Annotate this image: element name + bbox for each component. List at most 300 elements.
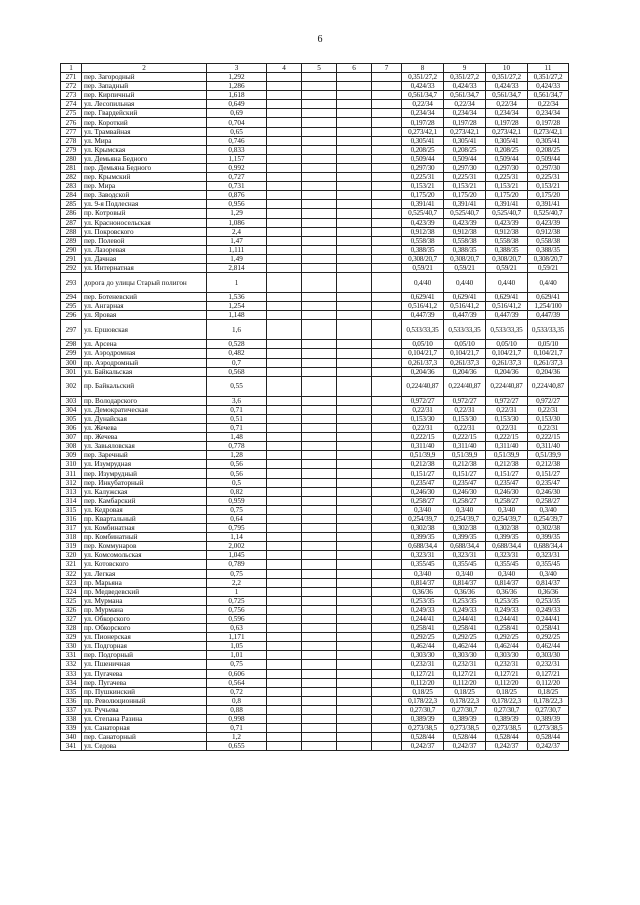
empty-cell	[337, 227, 372, 236]
value-cell: 0,355/45	[402, 560, 444, 569]
street-name: ул. Интернатная	[82, 263, 207, 272]
empty-cell	[372, 163, 402, 172]
street-name: пр. Котровый	[82, 209, 207, 218]
row-number: 315	[61, 505, 82, 514]
row-number: 273	[61, 91, 82, 100]
empty-cell	[337, 605, 372, 614]
empty-cell	[337, 245, 372, 254]
value-cell: 0,688/34,4	[486, 542, 528, 551]
empty-cell	[302, 460, 337, 469]
empty-cell	[302, 182, 337, 191]
row-number: 287	[61, 218, 82, 227]
row-number: 305	[61, 414, 82, 423]
table-row	[61, 596, 569, 605]
row-number: 328	[61, 624, 82, 633]
value-cell: 0,258/27	[444, 496, 486, 505]
length-cell: 0,704	[207, 118, 267, 127]
street-name: пер. Изумрудный	[82, 469, 207, 478]
street-name: ул. Санаторная	[82, 724, 207, 733]
row-number: 277	[61, 127, 82, 136]
value-cell: 0,153/30	[528, 414, 569, 423]
table-header-row	[61, 64, 569, 73]
table-row	[61, 451, 569, 460]
value-cell: 0,36/36	[486, 587, 528, 596]
row-number: 292	[61, 263, 82, 272]
empty-cell	[302, 705, 337, 714]
row-number: 279	[61, 145, 82, 154]
empty-cell	[302, 145, 337, 154]
value-cell: 0,423/39	[444, 218, 486, 227]
empty-cell	[302, 433, 337, 442]
empty-cell	[337, 651, 372, 660]
length-cell: 1,086	[207, 218, 267, 227]
street-name: пер. Полевой	[82, 236, 207, 245]
empty-cell	[302, 273, 337, 293]
table-row	[61, 469, 569, 478]
street-name: ул. Жечева	[82, 424, 207, 433]
value-cell: 0,224/40,87	[444, 376, 486, 396]
value-cell: 0,22/31	[486, 405, 528, 414]
empty-cell	[372, 227, 402, 236]
length-cell: 0,756	[207, 605, 267, 614]
empty-cell	[302, 109, 337, 118]
length-cell: 0,7	[207, 358, 267, 367]
empty-cell	[267, 633, 302, 642]
street-name: ул. Подгорная	[82, 642, 207, 651]
table-row	[61, 405, 569, 414]
value-cell: 0,234/34	[486, 109, 528, 118]
empty-cell	[302, 302, 337, 311]
length-cell: 1,045	[207, 551, 267, 560]
empty-cell	[267, 542, 302, 551]
value-cell: 0,112/20	[402, 678, 444, 687]
value-cell: 0,399/35	[528, 533, 569, 542]
length-cell: 1,148	[207, 311, 267, 320]
street-name: пер. Ботеневский	[82, 293, 207, 302]
value-cell: 0,05/10	[486, 340, 528, 349]
value-cell: 0,629/41	[486, 293, 528, 302]
table-row	[61, 340, 569, 349]
empty-cell	[337, 478, 372, 487]
value-cell: 0,254/39,7	[444, 514, 486, 523]
value-cell: 0,302/38	[486, 524, 528, 533]
empty-cell	[302, 487, 337, 496]
table-row	[61, 687, 569, 696]
empty-cell	[372, 263, 402, 272]
value-cell: 0,561/34,7	[486, 91, 528, 100]
length-cell: 0,655	[207, 742, 267, 751]
value-cell: 0,246/30	[444, 487, 486, 496]
value-cell: 0,208/25	[486, 145, 528, 154]
empty-cell	[302, 396, 337, 405]
empty-cell	[267, 118, 302, 127]
empty-cell	[372, 614, 402, 623]
value-cell: 0,235/47	[402, 478, 444, 487]
value-cell: 0,258/41	[486, 624, 528, 633]
row-number: 284	[61, 191, 82, 200]
value-cell: 0,391/41	[444, 200, 486, 209]
value-cell: 0,273/38,5	[444, 724, 486, 733]
empty-cell	[337, 460, 372, 469]
length-cell: 0,959	[207, 496, 267, 505]
empty-cell	[267, 263, 302, 272]
empty-cell	[302, 524, 337, 533]
empty-cell	[372, 451, 402, 460]
empty-cell	[372, 118, 402, 127]
row-number: 319	[61, 542, 82, 551]
length-cell: 0,746	[207, 136, 267, 145]
empty-cell	[267, 136, 302, 145]
empty-cell	[302, 376, 337, 396]
value-cell: 0,254/39,7	[486, 514, 528, 523]
empty-cell	[302, 293, 337, 302]
value-cell: 0,629/41	[402, 293, 444, 302]
empty-cell	[302, 311, 337, 320]
empty-cell	[372, 705, 402, 714]
value-cell: 0,153/21	[402, 182, 444, 191]
length-cell: 2,002	[207, 542, 267, 551]
street-name: ул. Ангарная	[82, 302, 207, 311]
value-cell: 0,423/39	[402, 218, 444, 227]
table-row	[61, 705, 569, 714]
table-row	[61, 678, 569, 687]
empty-cell	[337, 273, 372, 293]
value-cell: 0,59/21	[402, 263, 444, 272]
length-cell: 1,47	[207, 236, 267, 245]
empty-cell	[302, 587, 337, 596]
empty-cell	[302, 349, 337, 358]
value-cell: 0,18/25	[402, 687, 444, 696]
empty-cell	[337, 624, 372, 633]
value-cell: 0,311/40	[402, 442, 444, 451]
length-cell: 1,254	[207, 302, 267, 311]
street-name: пр. Комбинатный	[82, 533, 207, 542]
empty-cell	[372, 91, 402, 100]
street-name: пер. Демьяна Бедного	[82, 163, 207, 172]
table-row	[61, 715, 569, 724]
value-cell: 0,391/41	[528, 200, 569, 209]
table-row	[61, 273, 569, 293]
empty-cell	[267, 624, 302, 633]
empty-cell	[337, 642, 372, 651]
row-number: 318	[61, 533, 82, 542]
empty-cell	[302, 218, 337, 227]
value-cell: 0,303/30	[402, 651, 444, 660]
value-cell: 0,175/20	[402, 191, 444, 200]
table-row	[61, 733, 569, 742]
empty-cell	[337, 524, 372, 533]
value-cell: 0,151/27	[528, 469, 569, 478]
empty-cell	[302, 678, 337, 687]
value-cell: 0,297/30	[402, 163, 444, 172]
column-header: 1	[61, 64, 82, 73]
value-cell: 0,153/30	[402, 414, 444, 423]
empty-cell	[302, 542, 337, 551]
street-name: ул. Лазоревая	[82, 245, 207, 254]
table-row	[61, 514, 569, 523]
value-cell: 0,36/36	[528, 587, 569, 596]
empty-cell	[267, 209, 302, 218]
empty-cell	[337, 376, 372, 396]
empty-cell	[372, 302, 402, 311]
value-cell: 0,351/27,2	[402, 73, 444, 82]
value-cell: 0,308/20,7	[528, 254, 569, 263]
street-name: ул. Дунайская	[82, 414, 207, 423]
length-cell: 1	[207, 273, 267, 293]
value-cell: 0,3/40	[402, 569, 444, 578]
value-cell: 0,528/44	[486, 733, 528, 742]
value-cell: 0,4/40	[444, 273, 486, 293]
empty-cell	[337, 451, 372, 460]
empty-cell	[337, 82, 372, 91]
empty-cell	[337, 302, 372, 311]
empty-cell	[372, 311, 402, 320]
empty-cell	[337, 73, 372, 82]
length-cell: 1,6	[207, 320, 267, 340]
empty-cell	[337, 91, 372, 100]
length-cell: 0,606	[207, 669, 267, 678]
length-cell: 0,71	[207, 424, 267, 433]
empty-cell	[372, 433, 402, 442]
value-cell: 0,462/44	[528, 642, 569, 651]
empty-cell	[302, 340, 337, 349]
street-name: пер. Заречный	[82, 451, 207, 460]
empty-cell	[337, 669, 372, 678]
value-cell: 0,234/34	[528, 109, 569, 118]
value-cell: 0,05/10	[402, 340, 444, 349]
row-number: 298	[61, 340, 82, 349]
table-row	[61, 487, 569, 496]
value-cell: 0,151/27	[486, 469, 528, 478]
empty-cell	[267, 687, 302, 696]
row-number: 311	[61, 469, 82, 478]
column-header: 8	[402, 64, 444, 73]
empty-cell	[372, 624, 402, 633]
empty-cell	[302, 742, 337, 751]
empty-cell	[267, 367, 302, 376]
empty-cell	[267, 451, 302, 460]
value-cell: 0,244/41	[402, 614, 444, 623]
street-name: пр. Обкорского	[82, 624, 207, 633]
value-cell: 0,688/34,4	[528, 542, 569, 551]
value-cell: 0,297/30	[486, 163, 528, 172]
empty-cell	[302, 633, 337, 642]
value-cell: 0,59/21	[486, 263, 528, 272]
row-number: 310	[61, 460, 82, 469]
empty-cell	[372, 533, 402, 542]
value-cell: 0,3/40	[486, 569, 528, 578]
table-row	[61, 660, 569, 669]
value-cell: 0,258/27	[486, 496, 528, 505]
value-cell: 0,424/33	[402, 82, 444, 91]
street-name: пер. Мира	[82, 182, 207, 191]
empty-cell	[372, 173, 402, 182]
table-row	[61, 136, 569, 145]
value-cell: 0,253/35	[444, 596, 486, 605]
value-cell: 0,51/39,9	[528, 451, 569, 460]
value-cell: 0,447/39	[486, 311, 528, 320]
value-cell: 0,18/25	[486, 687, 528, 696]
table-row	[61, 569, 569, 578]
value-cell: 0,273/42,1	[486, 127, 528, 136]
empty-cell	[337, 320, 372, 340]
empty-cell	[267, 578, 302, 587]
value-cell: 0,232/31	[528, 660, 569, 669]
street-name: ул. Пугачева	[82, 669, 207, 678]
table-row	[61, 642, 569, 651]
value-cell: 0,178/22,3	[402, 696, 444, 705]
length-cell: 0,649	[207, 100, 267, 109]
table-row	[61, 587, 569, 596]
empty-cell	[302, 614, 337, 623]
street-name: пр. Мурмана	[82, 605, 207, 614]
empty-cell	[267, 533, 302, 542]
value-cell: 0,292/25	[402, 633, 444, 642]
table-row	[61, 200, 569, 209]
length-cell: 1,2	[207, 733, 267, 742]
value-cell: 0,261/37,3	[444, 358, 486, 367]
length-cell: 0,568	[207, 367, 267, 376]
value-cell: 0,292/25	[444, 633, 486, 642]
empty-cell	[302, 91, 337, 100]
empty-cell	[302, 442, 337, 451]
empty-cell	[267, 145, 302, 154]
length-cell: 0,71	[207, 724, 267, 733]
row-number: 330	[61, 642, 82, 651]
empty-cell	[372, 367, 402, 376]
empty-cell	[337, 660, 372, 669]
value-cell: 0,178/22,3	[444, 696, 486, 705]
empty-cell	[302, 227, 337, 236]
value-cell: 0,273/38,5	[486, 724, 528, 733]
row-number: 296	[61, 311, 82, 320]
empty-cell	[302, 405, 337, 414]
table-row	[61, 320, 569, 340]
value-cell: 0,273/42,1	[402, 127, 444, 136]
value-cell: 0,688/34,4	[444, 542, 486, 551]
value-cell: 0,222/15	[444, 433, 486, 442]
row-number: 327	[61, 614, 82, 623]
value-cell: 0,533/33,35	[528, 320, 569, 340]
empty-cell	[267, 724, 302, 733]
empty-cell	[267, 340, 302, 349]
length-cell: 1	[207, 587, 267, 596]
empty-cell	[372, 487, 402, 496]
empty-cell	[302, 200, 337, 209]
value-cell: 0,525/40,7	[528, 209, 569, 218]
value-cell: 0,355/45	[486, 560, 528, 569]
value-cell: 0,212/38	[528, 460, 569, 469]
street-name: пр. Аэродромный	[82, 358, 207, 367]
table-row	[61, 605, 569, 614]
value-cell: 0,3/40	[444, 569, 486, 578]
empty-cell	[372, 505, 402, 514]
empty-cell	[372, 687, 402, 696]
empty-cell	[372, 496, 402, 505]
empty-cell	[337, 145, 372, 154]
empty-cell	[372, 442, 402, 451]
value-cell: 0,558/38	[528, 236, 569, 245]
value-cell: 0,254/39,7	[528, 514, 569, 523]
empty-cell	[302, 687, 337, 696]
empty-cell	[372, 587, 402, 596]
row-number: 323	[61, 578, 82, 587]
street-name: пер. Инкубаторный	[82, 478, 207, 487]
value-cell: 0,208/25	[402, 145, 444, 154]
empty-cell	[267, 200, 302, 209]
value-cell: 0,533/33,35	[444, 320, 486, 340]
value-cell: 0,22/31	[444, 405, 486, 414]
empty-cell	[267, 460, 302, 469]
value-cell: 0,273/38,5	[528, 724, 569, 733]
value-cell: 0,127/21	[402, 669, 444, 678]
value-cell: 0,246/30	[402, 487, 444, 496]
value-cell: 0,305/41	[402, 136, 444, 145]
street-name: ул. Крымская	[82, 145, 207, 154]
length-cell: 0,596	[207, 614, 267, 623]
table-row	[61, 742, 569, 751]
empty-cell	[267, 660, 302, 669]
value-cell: 0,104/21,7	[486, 349, 528, 358]
value-cell: 0,912/38	[402, 227, 444, 236]
value-cell: 0,178/22,3	[528, 696, 569, 705]
empty-cell	[267, 469, 302, 478]
empty-cell	[337, 569, 372, 578]
table-row	[61, 73, 569, 82]
empty-cell	[337, 358, 372, 367]
table-row	[61, 218, 569, 227]
empty-cell	[302, 696, 337, 705]
row-number: 297	[61, 320, 82, 340]
row-number: 339	[61, 724, 82, 733]
empty-cell	[302, 642, 337, 651]
value-cell: 0,814/37	[486, 578, 528, 587]
empty-cell	[372, 578, 402, 587]
length-cell: 0,56	[207, 460, 267, 469]
row-number: 290	[61, 245, 82, 254]
value-cell: 0,447/39	[528, 311, 569, 320]
value-cell: 0,323/31	[402, 551, 444, 560]
table-row	[61, 696, 569, 705]
value-cell: 0,814/37	[402, 578, 444, 587]
table-row	[61, 127, 569, 136]
empty-cell	[267, 605, 302, 614]
empty-cell	[267, 254, 302, 263]
length-cell: 0,75	[207, 660, 267, 669]
row-number: 271	[61, 73, 82, 82]
empty-cell	[302, 733, 337, 742]
value-cell: 0,533/33,35	[402, 320, 444, 340]
length-cell: 0,725	[207, 596, 267, 605]
empty-cell	[267, 651, 302, 660]
row-number: 314	[61, 496, 82, 505]
value-cell: 0,399/35	[402, 533, 444, 542]
table-row	[61, 551, 569, 560]
table-row	[61, 424, 569, 433]
value-cell: 0,462/44	[444, 642, 486, 651]
value-cell: 0,516/41,2	[444, 302, 486, 311]
empty-cell	[372, 218, 402, 227]
value-cell: 0,273/42,1	[444, 127, 486, 136]
empty-cell	[302, 263, 337, 272]
empty-cell	[302, 605, 337, 614]
length-cell: 0,55	[207, 376, 267, 396]
street-name: пр. Жечева	[82, 433, 207, 442]
street-name: ул. Арсена	[82, 340, 207, 349]
value-cell: 0,311/40	[486, 442, 528, 451]
value-cell: 0,22/34	[528, 100, 569, 109]
length-cell: 0,876	[207, 191, 267, 200]
